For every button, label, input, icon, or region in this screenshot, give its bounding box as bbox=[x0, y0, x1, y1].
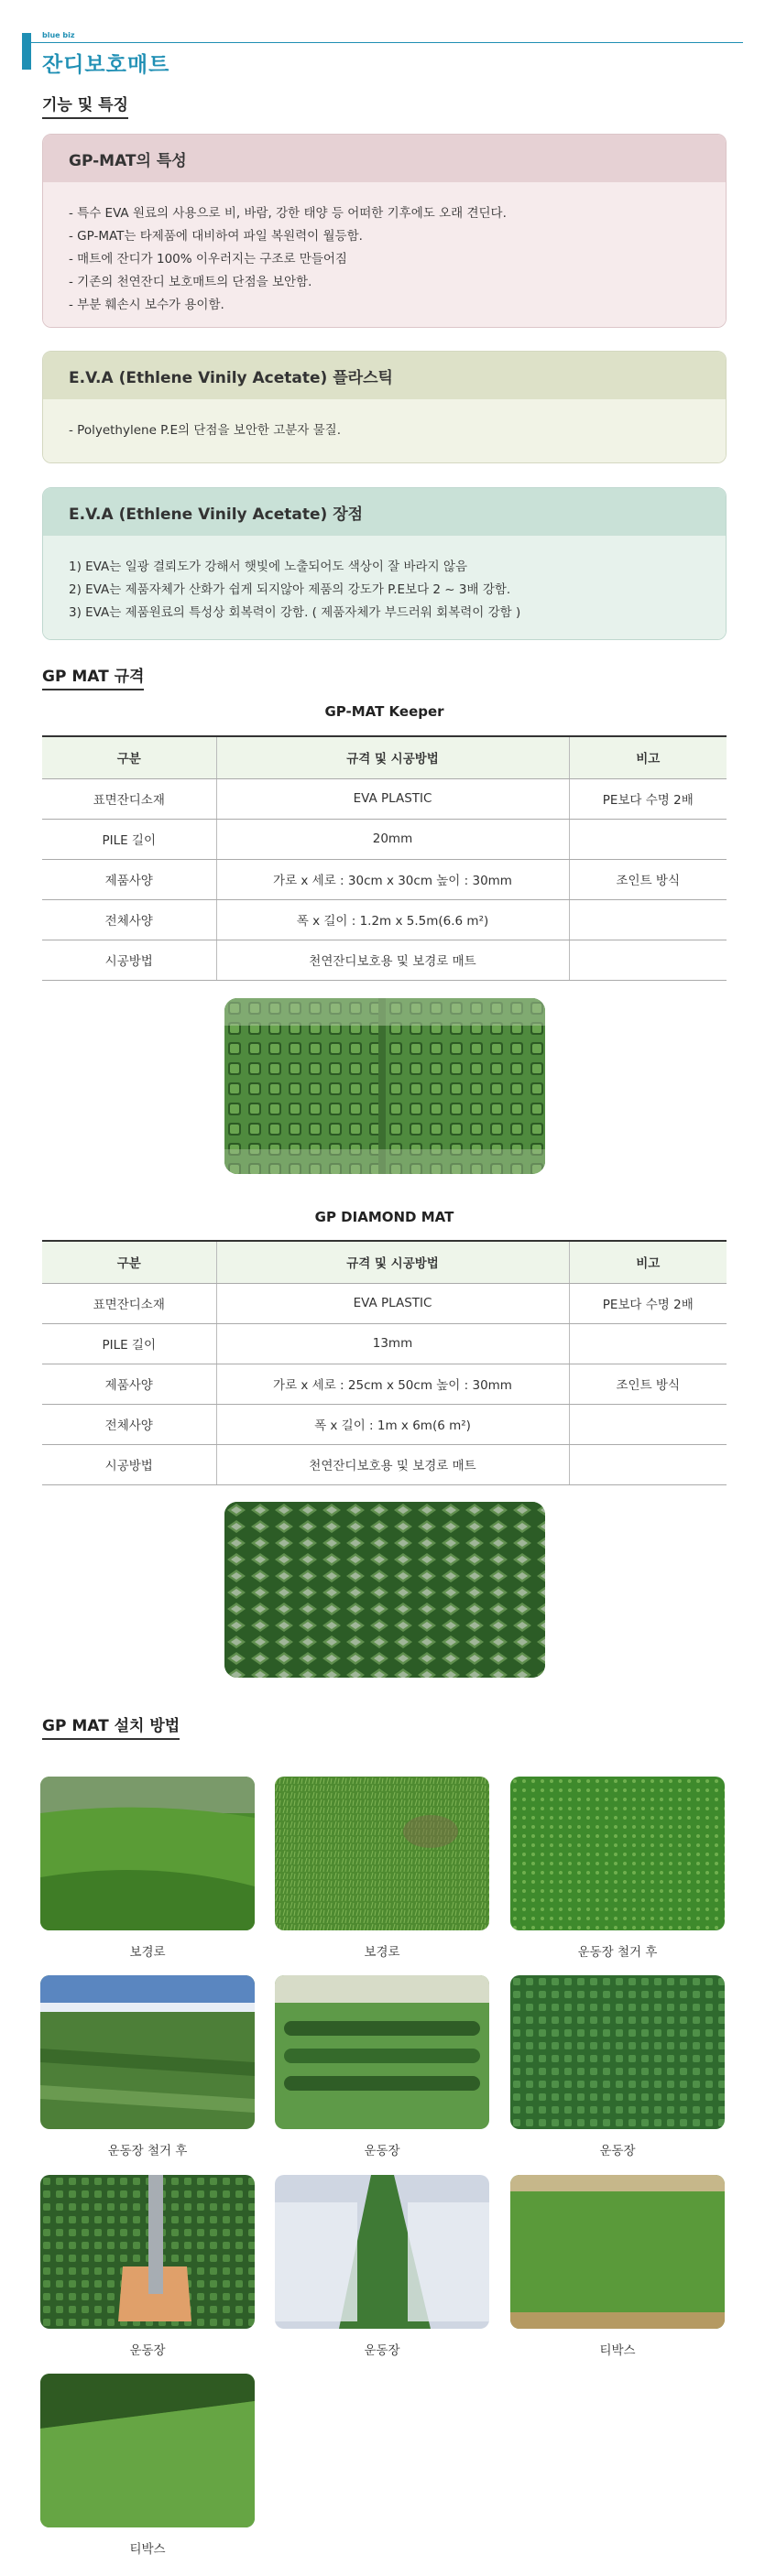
table-cell: PE보다 수명 2배 bbox=[569, 1283, 727, 1323]
spec-table-diamond bbox=[42, 1240, 727, 1485]
table-cell: 시공방법 bbox=[42, 1444, 216, 1484]
table-cell: 가로 x 세로 : 30cm x 30cm 높이 : 30mm bbox=[216, 859, 569, 899]
table-cell: PE보다 수명 2배 bbox=[569, 778, 727, 819]
gallery-item bbox=[275, 1777, 489, 1960]
table-header: 비고 bbox=[569, 1241, 727, 1283]
gallery-caption: 운동장 bbox=[129, 2343, 166, 2358]
info-box-title: E.V.A (Ethlene Vinily Acetate) 장점 bbox=[43, 488, 726, 536]
table-header: 구분 bbox=[42, 1241, 216, 1283]
table-row bbox=[42, 940, 727, 980]
gallery-item bbox=[510, 1975, 725, 2158]
gallery-caption: 티박스 bbox=[129, 2542, 166, 2557]
info-line: - GP-MAT는 타제품에 대비하여 파일 복원력이 월등함. bbox=[69, 229, 363, 244]
info-line: - 기존의 천연잔디 보호매트의 단점을 보안함. bbox=[69, 275, 312, 289]
table-cell: PILE 길이 bbox=[42, 819, 216, 859]
table-cell: 13mm bbox=[216, 1323, 569, 1364]
info-line: - Polyethylene P.E의 단점을 보안한 고분자 물질. bbox=[69, 423, 341, 438]
table-header: 규격 및 시공방법 bbox=[216, 736, 569, 778]
table-header: 비고 bbox=[569, 736, 727, 778]
section-title-spec: GP MAT 규격 bbox=[42, 663, 144, 690]
table-cell: 20mm bbox=[216, 819, 569, 859]
info-box-title: GP-MAT의 특성 bbox=[43, 135, 726, 182]
header-accent-bar bbox=[22, 33, 31, 70]
info-box-eva-plastic bbox=[42, 351, 727, 463]
info-line: - 매트에 잔디가 100% 이우러지는 구조로 만들어짐 bbox=[69, 252, 347, 266]
table-cell: EVA PLASTIC bbox=[216, 778, 569, 819]
table-cell: 전체사양 bbox=[42, 1404, 216, 1444]
table-header: 규격 및 시공방법 bbox=[216, 1241, 569, 1283]
gallery-item bbox=[40, 1777, 255, 1960]
table-row bbox=[42, 1364, 727, 1404]
gallery-item bbox=[510, 2175, 725, 2358]
chairs-on-mat-photo-icon bbox=[275, 2175, 489, 2329]
table-cell: 조인트 방식 bbox=[569, 859, 727, 899]
info-line: - 부분 훼손시 보수가 용이함. bbox=[69, 298, 224, 312]
table-cell bbox=[569, 819, 727, 859]
gallery-item bbox=[40, 1975, 255, 2158]
golf-course-photo-icon bbox=[40, 1777, 255, 1930]
stadium-field-photo-icon bbox=[40, 1975, 255, 2129]
gallery-caption: 운동장 bbox=[364, 2144, 400, 2158]
table-cell: 시공방법 bbox=[42, 940, 216, 980]
table-row bbox=[42, 1444, 727, 1484]
mat-grid-photo-icon bbox=[510, 1975, 725, 2129]
keeper-mat-photo bbox=[224, 998, 545, 1174]
section-title-features: 기능 및 특징 bbox=[42, 92, 128, 119]
table-cell: EVA PLASTIC bbox=[216, 1283, 569, 1323]
table-cell: 가로 x 세로 : 25cm x 50cm 높이 : 30mm bbox=[216, 1364, 569, 1404]
table-cell bbox=[569, 940, 727, 980]
table-cell bbox=[569, 1404, 727, 1444]
table-title-diamond: GP DIAMOND MAT bbox=[314, 1209, 454, 1225]
gallery-caption: 보경로 bbox=[129, 1945, 166, 1960]
gallery-caption: 운동장 철거 후 bbox=[577, 1945, 658, 1960]
info-box-body bbox=[43, 536, 726, 640]
table-cell: 제품사양 bbox=[42, 1364, 216, 1404]
gallery-caption: 운동장 bbox=[599, 2144, 636, 2158]
table-cell: 천연잔디보호용 및 보경로 매트 bbox=[216, 940, 569, 980]
table-cell: 표면잔디소재 bbox=[42, 778, 216, 819]
table-row bbox=[42, 1283, 727, 1323]
info-line: - 특수 EVA 원료의 사용으로 비, 바람, 강한 태양 등 어떠한 기후에도 오래 견딘다. bbox=[69, 206, 507, 221]
turf-closeup-photo-icon bbox=[275, 1777, 489, 1930]
turf-mesh-photo-icon bbox=[510, 1777, 725, 1930]
gallery-item bbox=[40, 2374, 255, 2557]
info-line: 3) EVA는 제품원료의 특성상 회복력이 강함. ( 제품자체가 부드러워 회복력이 강함 ) bbox=[69, 605, 521, 620]
diamond-mat-photo bbox=[224, 1502, 545, 1678]
table-cell: 제품사양 bbox=[42, 859, 216, 899]
table-cell bbox=[569, 899, 727, 940]
gallery-caption: 운동장 철거 후 bbox=[107, 2144, 188, 2158]
table-cell: 천연잔디보호용 및 보경로 매트 bbox=[216, 1444, 569, 1484]
table-row bbox=[42, 778, 727, 819]
spec-table-keeper bbox=[42, 735, 727, 981]
gallery-item bbox=[510, 1777, 725, 1960]
gallery-caption: 운동장 bbox=[364, 2343, 400, 2358]
info-box-gpmat bbox=[42, 134, 727, 328]
header-divider bbox=[22, 42, 743, 43]
table-row bbox=[42, 819, 727, 859]
gallery-item bbox=[275, 1975, 489, 2158]
gallery-caption: 보경로 bbox=[364, 1945, 400, 1960]
mat-rolls-photo-icon bbox=[275, 1975, 489, 2129]
info-box-body bbox=[43, 182, 726, 328]
info-box-body bbox=[43, 399, 726, 463]
table-cell: 폭 x 길이 : 1.2m x 5.5m(6.6 m²) bbox=[216, 899, 569, 940]
table-row bbox=[42, 1404, 727, 1444]
page-title: 잔디보호매트 bbox=[42, 53, 170, 77]
tee-box-photo-icon bbox=[510, 2175, 725, 2329]
gallery-item bbox=[40, 2175, 255, 2358]
table-title-keeper: GP-MAT Keeper bbox=[324, 703, 444, 720]
gallery-caption: 티박스 bbox=[599, 2343, 636, 2358]
table-cell bbox=[569, 1323, 727, 1364]
table-row bbox=[42, 899, 727, 940]
table-header: 구분 bbox=[42, 736, 216, 778]
brand-label: blue biz bbox=[42, 31, 75, 39]
table-cell: PILE 길이 bbox=[42, 1323, 216, 1364]
table-cell: 전체사양 bbox=[42, 899, 216, 940]
info-line: 2) EVA는 제품자체가 산화가 쉽게 되지않아 제품의 강도가 P.E보다 2 ~ 3배 강함. bbox=[69, 582, 511, 597]
table-cell: 표면잔디소재 bbox=[42, 1283, 216, 1323]
table-cell: 폭 x 길이 : 1m x 6m(6 m²) bbox=[216, 1404, 569, 1444]
gallery-item bbox=[275, 2175, 489, 2358]
table-cell: 조인트 방식 bbox=[569, 1364, 727, 1404]
section-title-install: GP MAT 설치 방법 bbox=[42, 1712, 180, 1740]
info-box-eva-advantages bbox=[42, 487, 727, 640]
table-cell bbox=[569, 1444, 727, 1484]
pole-on-mat-photo-icon bbox=[40, 2175, 255, 2329]
table-row bbox=[42, 859, 727, 899]
tee-box-slope-photo-icon bbox=[40, 2374, 255, 2527]
info-line: 1) EVA는 일광 결뢰도가 강해서 햇빛에 노출되어도 색상이 잘 바라지 않음 bbox=[69, 560, 468, 574]
info-box-title: E.V.A (Ethlene Vinily Acetate) 플라스틱 bbox=[43, 352, 726, 399]
table-row bbox=[42, 1323, 727, 1364]
